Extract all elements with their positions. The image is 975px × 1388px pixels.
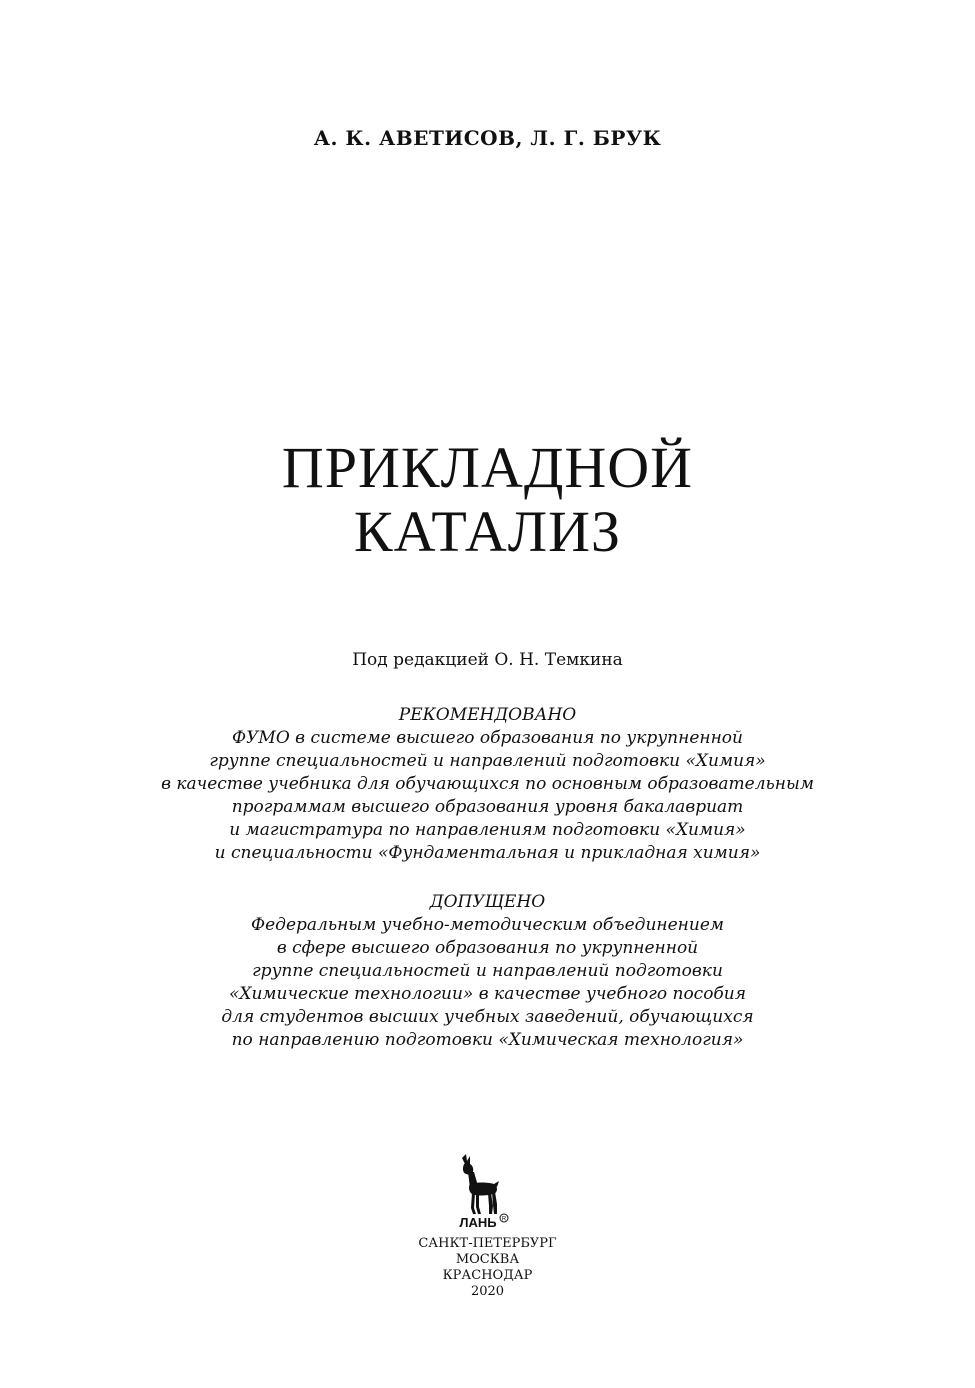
approved-line: для студентов высших учебных заведений, обучающихся [221,1007,754,1027]
approved-line: «Химические технологии» в качестве учебного пособия [228,984,747,1004]
recommended-line: программам высшего образования уровня бакалавриат [231,797,744,817]
logo-text: ЛАНЬ [459,1215,497,1230]
recommended-block [0,704,975,865]
approved-block [0,891,975,1052]
recommended-line: группе специальностей и направлений подготовки «Химия» [209,751,766,771]
city-line: САНКТ-ПЕТЕРБУРГ [418,1236,557,1251]
city-line: КРАСНОДАР [442,1268,533,1283]
recommended-heading: РЕКОМЕНДОВАНО [398,705,577,725]
book-title-line-2: КАТАЛИЗ [353,499,622,564]
approved-line: по направлению подготовки «Химическая технология» [231,1030,744,1050]
publisher-imprint [0,1236,975,1300]
publisher-logo [452,1152,516,1232]
book-title [0,436,975,564]
deer-icon [452,1152,516,1232]
recommended-line: в качестве учебника для обучающихся по основным образовательным [161,774,814,794]
approved-heading: ДОПУЩЕНО [429,892,546,912]
approved-line: Федеральным учебно-методическим объединением [251,915,724,935]
authors: А. К. АВЕТИСОВ, Л. Г. БРУК [313,126,662,150]
city-line: МОСКВА [455,1252,520,1267]
book-title-line-1: ПРИКЛАДНОЙ [281,435,694,500]
svg-text:R: R [501,1216,507,1223]
approved-line: в сфере высшего образования по укрупненной [276,938,699,958]
approved-line: группе специальностей и направлений подготовки [252,961,723,981]
recommended-line: и специальности «Фундаментальная и прикладная химия» [214,843,761,863]
editor-line: Под редакцией О. Н. Темкина [352,650,623,670]
recommended-line: ФУМО в системе высшего образования по укрупненной [232,728,743,748]
publication-year: 2020 [470,1284,505,1299]
recommended-line: и магистратура по направлениям подготовки «Химия» [229,820,746,840]
